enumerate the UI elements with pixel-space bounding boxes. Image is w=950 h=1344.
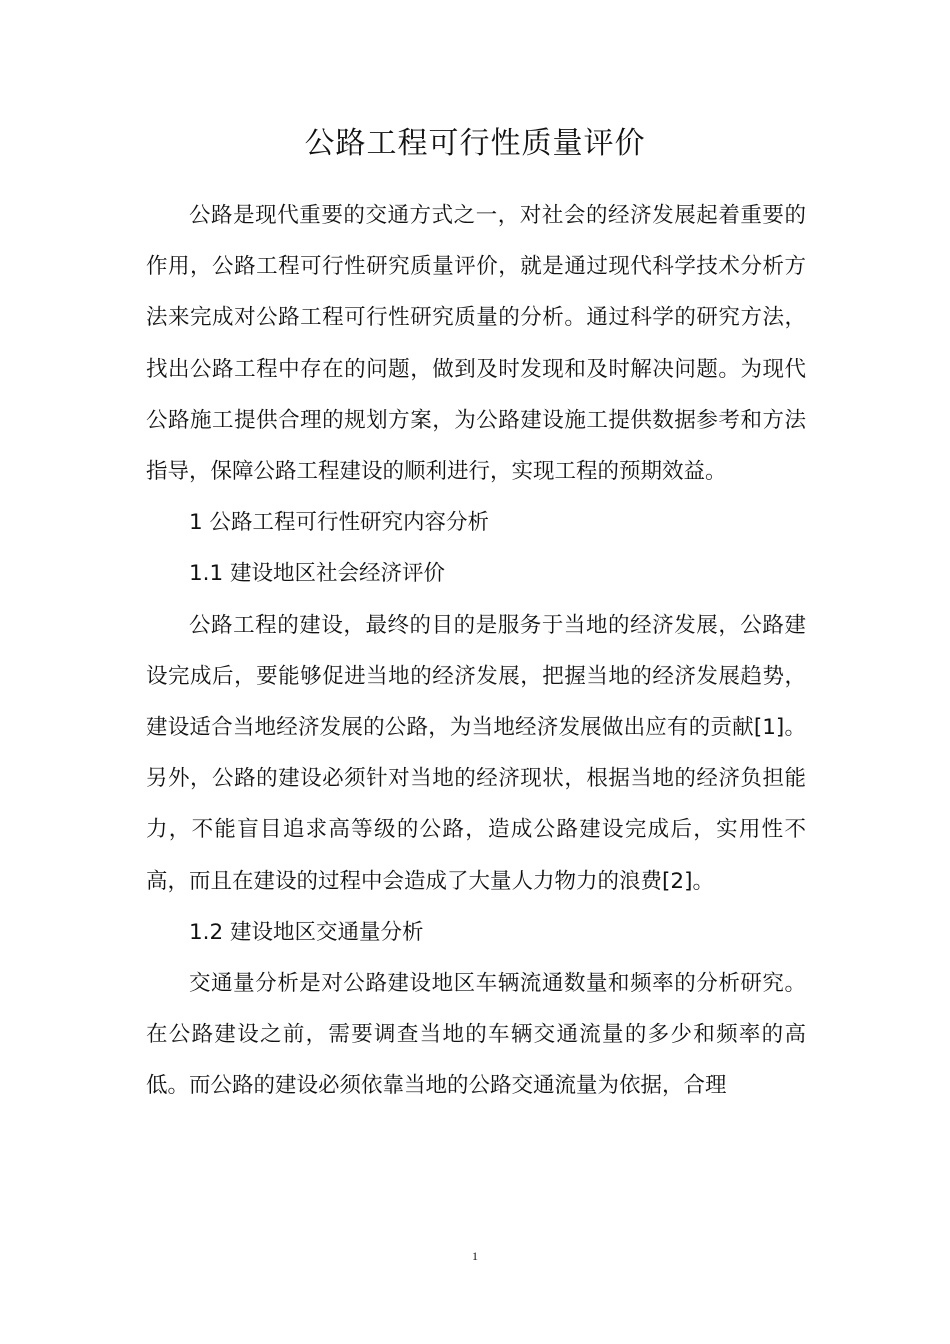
section-1-1-paragraph: 公路工程的建设，最终的目的是服务于当地的经济发展，公路建设完成后，要能够促进当地的经济发展，把握当地的经济发展趋势，建设适合当地经济发展的公路，为当地经济发展做出应有的贡献[1]。另外，公路的建设必须针对当地的经济现状，根据当地的经济负担能力，不能盲目追求高等级的公路，造成公路建设完成后，实用性不高，而且在建设的过程中会造成了大量人力物力的浪费[2]。: [146, 612, 806, 894]
document-title: 公路工程可行性质量评价: [304, 126, 646, 161]
document-body: [146, 190, 806, 1112]
page-number: 1: [472, 1249, 478, 1263]
section-1-2-paragraph: 交通量分析是对公路建设地区车辆流通数量和频率的分析研究。在公路建设之前，需要调查当地的车辆交通流量的多少和频率的高低。而公路的建设必须依靠当地的公路交通流量为依据，合理: [146, 971, 806, 1099]
section-heading-1: 1 公路工程可行性研究内容分析: [189, 510, 490, 536]
subsection-heading-1-2: 1.2 建设地区交通量分析: [189, 919, 424, 945]
intro-paragraph: 公路是现代重要的交通方式之一，对社会的经济发展起着重要的作用，公路工程可行性研究质量评价，就是通过现代科学技术分析方法来完成对公路工程可行性研究质量的分析。通过科学的研究方法，找出公路工程中存在的问题，做到及时发现和及时解决问题。为现代公路施工提供合理的规划方案，为公路建设施工提供数据参考和方法指导，保障公路工程建设的顺利进行，实现工程的预期效益。: [146, 203, 806, 485]
subsection-heading-1-1: 1.1 建设地区社会经济评价: [189, 561, 446, 587]
